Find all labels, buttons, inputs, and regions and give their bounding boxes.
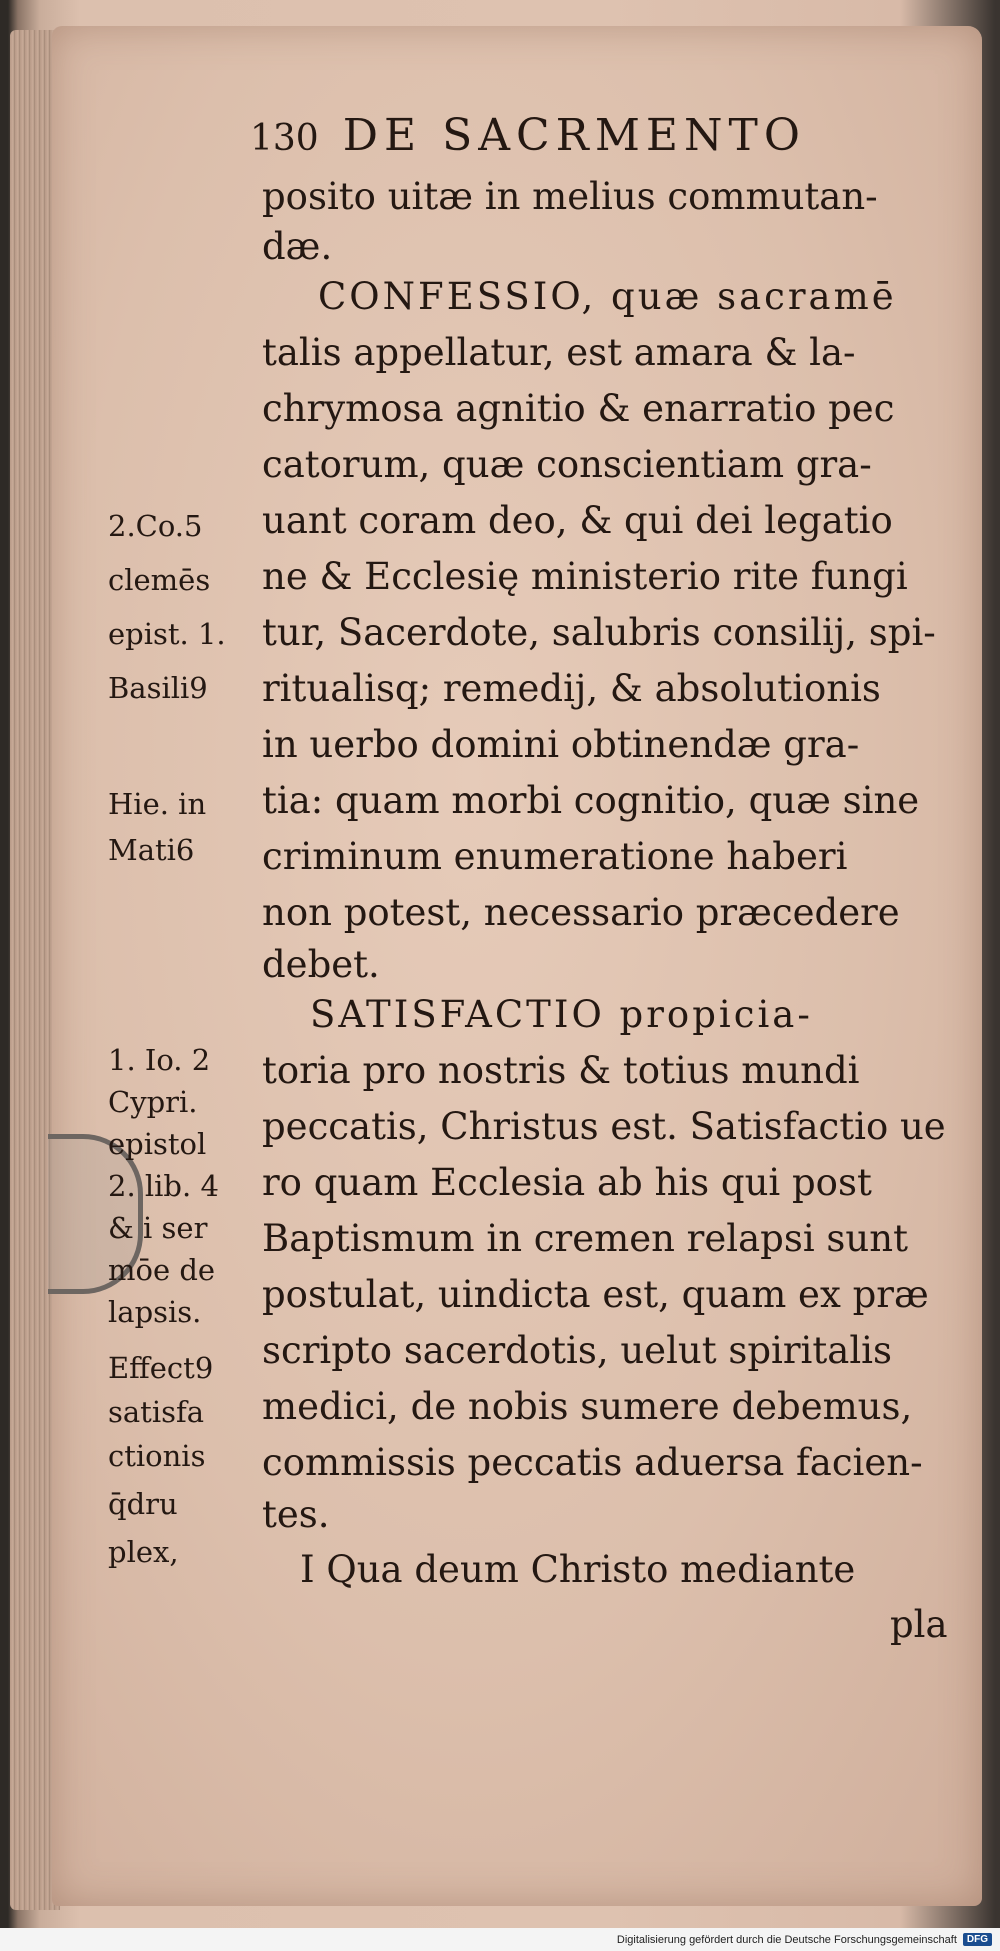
marginal-note: epist. 1. (108, 617, 226, 651)
text-line: criminum enumeratione haberi (262, 835, 848, 878)
text-line: scripto sacerdotis, uelut spiritalis (262, 1329, 892, 1372)
marginal-note: q̄dru (108, 1487, 178, 1521)
marginal-note: epistol (108, 1127, 207, 1161)
marginal-note: lapsis. (108, 1295, 202, 1329)
digitization-credit-bar (0, 1928, 1000, 1951)
text-line: uant coram deo, & qui dei legatio (262, 499, 893, 542)
text-line: tes. (262, 1493, 330, 1536)
marginal-note: mōe de (108, 1253, 216, 1287)
text-line: ro quam Ecclesia ab his qui post (262, 1161, 872, 1204)
text-line: commissis peccatis aduersa facien- (262, 1441, 923, 1484)
text-line: non potest, necessario præcedere (262, 891, 900, 934)
text-line: talis appellatur, est amara & la- (262, 331, 856, 374)
marginal-note: satisfa (108, 1395, 205, 1429)
dfg-logo: DFG (963, 1933, 992, 1946)
running-head: DE SACRMENTO (342, 110, 806, 161)
text-line: dæ. (262, 225, 333, 268)
catchword: pla (890, 1603, 948, 1646)
text-line: peccatis, Christus est. Satisfactio ue (262, 1105, 946, 1148)
marginal-note: Hie. in (108, 787, 207, 821)
page-header (250, 110, 806, 172)
text-line: CONFESSIO, quæ sacramē (318, 275, 897, 318)
digitization-credit: Digitalisierung gefördert durch die Deutsche Forschungsgemeinschaft (616, 1933, 957, 1946)
text-line: posito uitæ in melius commutan- (262, 175, 878, 218)
text-line: ne & Ecclesię ministerio rite fungi (262, 555, 908, 598)
marginal-note: Mati6 (108, 833, 195, 867)
page-number: 130 (250, 118, 319, 159)
text-line: catorum, quæ conscientiam gra- (262, 443, 872, 486)
marginal-note: clemēs (108, 563, 211, 597)
text-line: I Qua deum Christo mediante (300, 1548, 856, 1591)
text-line: chrymosa agnitio & enarratio pec (262, 387, 895, 430)
marginal-note: Effect9 (108, 1351, 214, 1385)
text-line: ritualisq; remedij, & absolutionis (262, 667, 881, 710)
text-line: toria pro nostris & totius mundi (262, 1049, 860, 1092)
text-line: Baptismum in cremen relapsi sunt (262, 1217, 908, 1260)
text-line: tia: quam morbi cognitio, quæ sine (262, 779, 920, 822)
text-line: debet. (262, 943, 380, 986)
text-line: in uerbo domini obtinendæ gra- (262, 723, 860, 766)
text-line: postulat, uindicta est, quam ex præ (262, 1273, 929, 1316)
marginal-note: plex, (108, 1535, 179, 1569)
text-line: SATISFACTIO propicia- (310, 993, 813, 1036)
marginal-note: Basili9 (108, 671, 208, 705)
marginal-note: 1. Io. 2 (108, 1043, 211, 1077)
marginal-note: 2.Co.5 (108, 509, 203, 543)
marginal-note: 2. lib. 4 (108, 1169, 219, 1203)
marginal-note: Cypri. (108, 1085, 198, 1119)
text-line: medici, de nobis sumere debemus, (262, 1385, 913, 1428)
marginal-note: ctionis (108, 1439, 206, 1473)
marginal-note: & i ser (108, 1211, 208, 1245)
text-line: tur, Sacerdote, salubris consilij, spi- (262, 611, 936, 654)
